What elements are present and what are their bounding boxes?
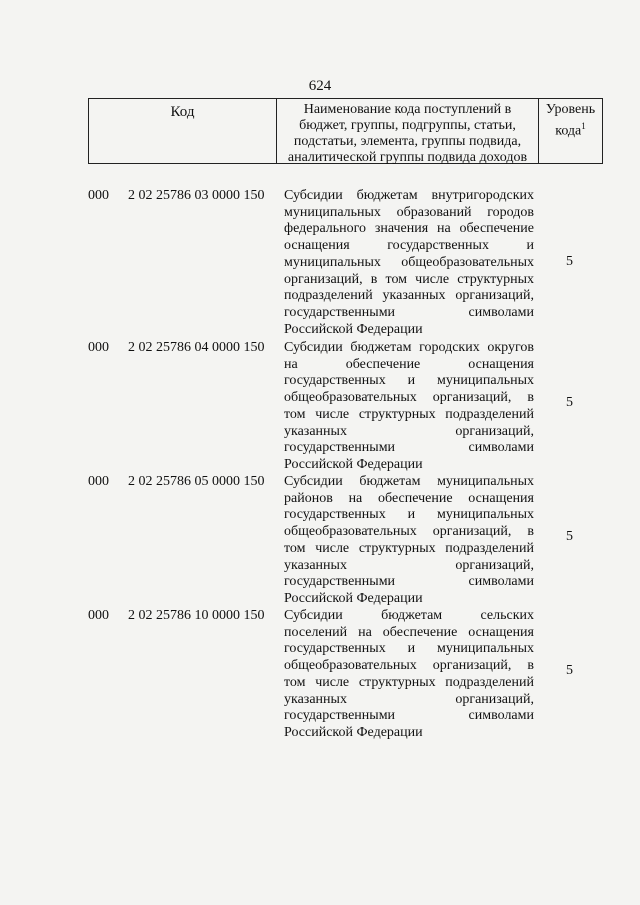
row-name-line: указанных организаций, xyxy=(284,691,534,707)
row-level: 5 xyxy=(566,395,573,410)
row-code-prefix: 000 xyxy=(88,188,109,203)
row-name-line: государственными символами xyxy=(284,304,534,320)
row-name xyxy=(284,608,534,742)
row-name-line: районов на обеспечение оснащения xyxy=(284,490,534,506)
row-code: 2 02 25786 04 0000 150 xyxy=(128,340,265,355)
row-level: 5 xyxy=(566,529,573,544)
row-name-line: организаций, в том числе структурных xyxy=(284,271,534,287)
row-name-line: Российской Федерации xyxy=(284,724,423,740)
row-name-line: подразделений указанных организаций, xyxy=(284,288,534,304)
row-level: 5 xyxy=(566,254,573,269)
row-code: 2 02 25786 10 0000 150 xyxy=(128,608,265,623)
row-code: 2 02 25786 05 0000 150 xyxy=(128,474,265,489)
row-name-line: Субсидии бюджетам муниципальных xyxy=(284,474,534,489)
header-name-line: подстатьи, элемента, группы подвида, xyxy=(293,134,522,149)
row-name xyxy=(284,188,534,338)
table-header xyxy=(88,98,603,164)
row-name-line: общеобразовательных организаций, в xyxy=(284,524,534,540)
header-name-line: бюджет, группы, подгруппы, статьи, xyxy=(299,118,516,133)
row-code-prefix: 000 xyxy=(88,608,109,623)
row-name-line: том числе структурных подразделений xyxy=(284,406,534,422)
row-code-prefix: 000 xyxy=(88,474,109,489)
row-code: 2 02 25786 03 0000 150 xyxy=(128,188,265,203)
row-name-line: государственными символами xyxy=(284,574,534,590)
row-name-line: общеобразовательных организаций, в xyxy=(284,658,534,674)
row-name-line: государственными символами xyxy=(284,440,534,456)
row-name-line: указанных организаций, xyxy=(284,557,534,573)
header-name-line: Наименование кода поступлений в xyxy=(303,102,512,117)
row-name-line: том числе структурных подразделений xyxy=(284,674,534,690)
row-name-line: Субсидии бюджетам городских округов xyxy=(284,340,534,355)
header-level-line xyxy=(539,118,602,140)
row-name-line: Российской Федерации xyxy=(284,321,423,337)
row-name-line: государственных и муниципальных xyxy=(284,507,534,523)
row-name-line: муниципальных образований городов xyxy=(284,204,534,220)
row-name-line: Российской Федерации xyxy=(284,456,423,472)
header-code: Код xyxy=(89,99,277,163)
row-code-prefix: 000 xyxy=(88,340,109,355)
row-name-line: Российской Федерации xyxy=(284,590,423,606)
row-level: 5 xyxy=(566,663,573,678)
row-name-line: общеобразовательных организаций, в xyxy=(284,390,534,406)
row-name-line: федерального значения на обеспечение xyxy=(284,221,534,237)
row-name-line: оснащения государственных и xyxy=(284,238,534,254)
row-name-line: государственными символами xyxy=(284,708,534,724)
header-level-line: Уровень xyxy=(545,102,596,117)
row-name xyxy=(284,474,534,608)
row-name-line: муниципальных общеобразовательных xyxy=(284,254,534,270)
row-name-line: государственных и муниципальных xyxy=(284,641,534,657)
row-name-line: указанных организаций, xyxy=(284,423,534,439)
row-name-line: на обеспечение оснащения xyxy=(284,356,534,372)
row-name-line: государственных и муниципальных xyxy=(284,373,534,389)
page-number: 624 xyxy=(308,78,332,94)
row-name-line: Субсидии бюджетам сельских xyxy=(284,608,534,623)
header-name xyxy=(277,99,539,163)
header-name-line: аналитической группы подвида доходов xyxy=(287,150,528,165)
row-name-line: Субсидии бюджетам внутригородских xyxy=(284,188,534,203)
row-name-line: поселений на обеспечение оснащения xyxy=(284,624,534,640)
header-level xyxy=(539,99,602,165)
row-name-line: том числе структурных подразделений xyxy=(284,540,534,556)
footnote-marker: 1 xyxy=(581,121,586,131)
header-level-word: кода xyxy=(555,123,582,139)
row-name xyxy=(284,340,534,474)
